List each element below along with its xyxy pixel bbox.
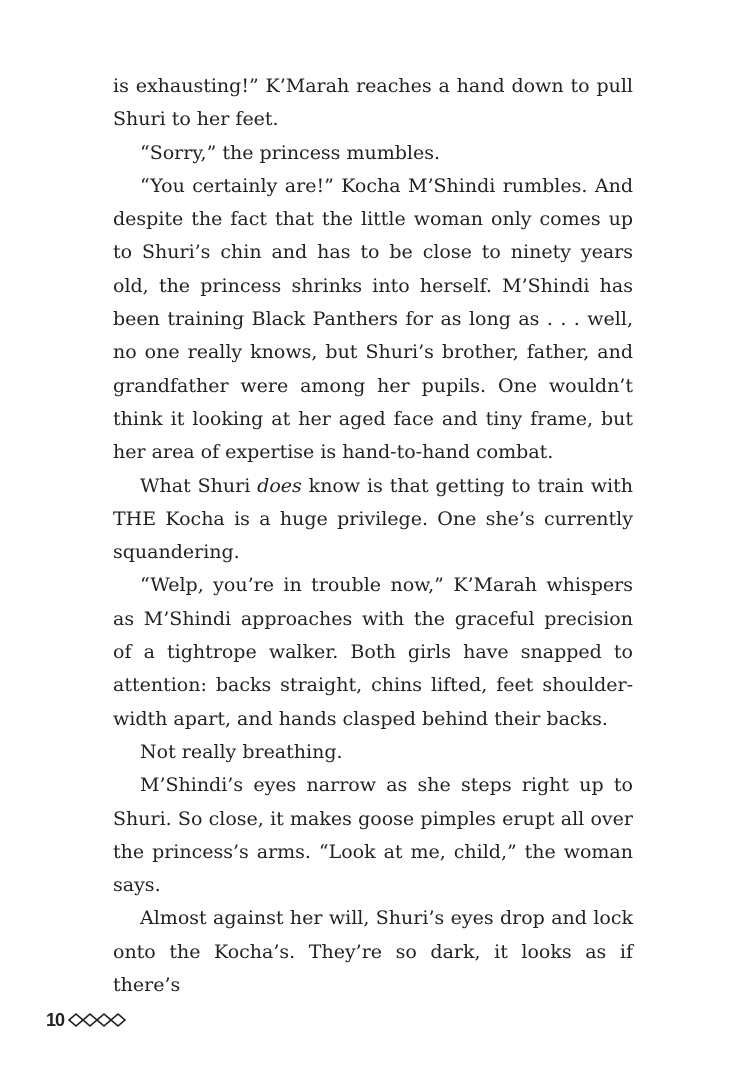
diamond-chain-ornament-icon [68, 1012, 130, 1028]
text-run: Not really breathing. [140, 740, 343, 763]
text-run: Almost against her will, Shuri’s eyes drop and lock onto the Kocha’s. They’re so dark, it looks as if there’s [113, 907, 633, 997]
italic-text: does [257, 474, 302, 497]
text-run: What Shuri [140, 474, 258, 497]
text-run: “You certainly are!” Kocha M’Shindi rumbles. And despite the fact that the little woman only comes up to Shuri’s chin and has to be close to ninety years old, the princess shrinks into herself. M’Shindi has been training Black Panthers for as long as . . . well, no one really knows, but Shuri’s brother, father, and grandfather were among her pupils. One wouldn’t think it looking at her aged face and tiny frame, but her area of expertise is hand-to-hand combat. [113, 174, 633, 464]
paragraph [113, 569, 633, 735]
paragraph [113, 137, 633, 170]
paragraph [113, 736, 633, 769]
text-run: M’Shindi’s eyes narrow as she steps right up to Shuri. So close, it makes goose pimples erupt all over the princess’s arms. “Look at me, child,” the woman says. [113, 774, 633, 897]
text-run: is exhausting!” K’Marah reaches a hand down to pull Shuri to her feet. [113, 75, 633, 131]
text-run: know is that getting to train with THE Kocha is a huge privilege. One she’s currently squandering. [113, 474, 633, 564]
paragraph [113, 470, 633, 570]
page-number: 10 [46, 1009, 65, 1030]
paragraph [113, 902, 633, 1002]
text-run: “Welp, you’re in trouble now,” K’Marah whispers as M’Shindi approaches with the graceful precision of a tightrope walker. Both girls have snapped to attention: backs straight, chins lifted, feet shoulder-width apart, and hands clasped behind their backs. [113, 574, 633, 730]
text-run: “Sorry,” the princess mumbles. [140, 141, 441, 164]
paragraph [113, 170, 633, 470]
page-footer [46, 1005, 130, 1035]
body-text [113, 70, 633, 1002]
paragraph [113, 70, 633, 137]
paragraph [113, 769, 633, 902]
